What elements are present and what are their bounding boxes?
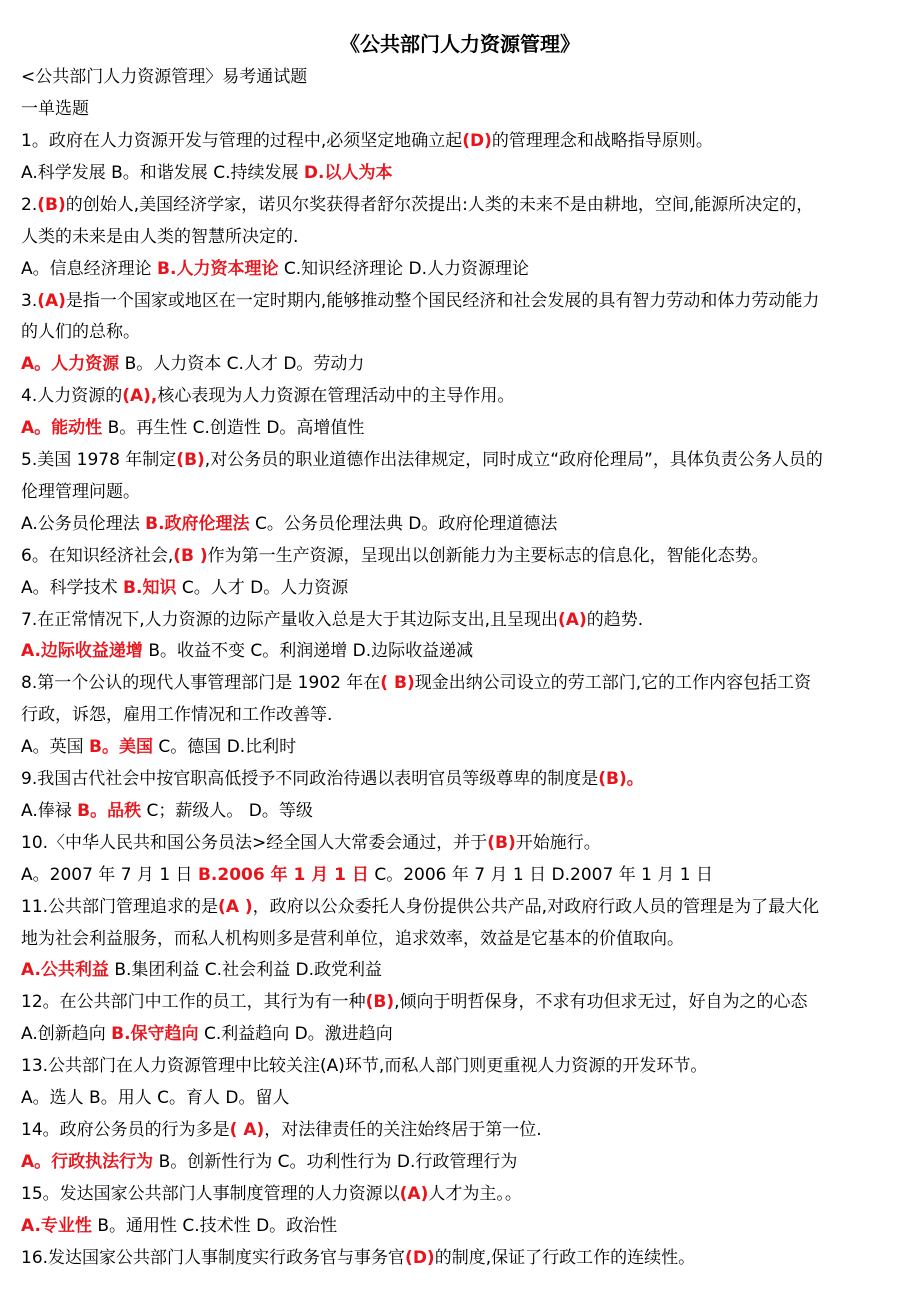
question-text: C。公务员伦理法典 D。政府伦理道德法: [249, 513, 558, 534]
question-text: 的管理理念和战略指导原则。: [491, 131, 713, 151]
question-text: C。2006 年 7 月 1 日 D.2007 年 1 月 1 日: [368, 864, 713, 885]
question-line: [21, 352, 901, 376]
question-line-text: [21, 544, 769, 568]
question-line: [21, 799, 901, 823]
question-text: 6。在知识经济社会,: [21, 545, 174, 566]
question-text: 地为社会利益服务，而私人机构则多是营利单位，追求效率，效益是它基本的价值取向。: [21, 928, 684, 949]
question-text: ，政府以公众委托人身份提供公共产品,对政府行政人员的管理是为了最大化: [252, 896, 820, 917]
question-text: 10.〈中华人民共和国公务员法>经全国人大常委会通过，并于: [21, 832, 488, 853]
question-line-text: [21, 129, 713, 153]
question-line: [21, 320, 901, 344]
answer-highlight: B.2006 年 1 月 1 日: [197, 864, 369, 885]
question-line-text: [21, 958, 382, 982]
answer-highlight: (B)。: [598, 769, 644, 789]
question-line: [21, 671, 901, 695]
answer-highlight: (A ): [218, 896, 253, 917]
answer-highlight: (D): [462, 131, 492, 151]
question-text: B。通用性 C.技术性 D。政治性: [91, 1215, 338, 1236]
question-text: 的创始人,美国经济学家，诺贝尔奖获得者舒尔茨提出:人类的未来不是由耕地，空间,能源所决定的，: [65, 194, 814, 215]
answer-highlight: (A): [558, 609, 587, 630]
question-text: 1。政府在人力资源开发与管理的过程中,必须坚定地确立起: [21, 131, 463, 151]
question-line-text: [21, 257, 529, 281]
answer-highlight: B。品秩: [77, 800, 142, 821]
question-line: [21, 863, 901, 887]
question-line: [21, 1086, 901, 1110]
question-text: 8.第一个公认的现代人事管理部门是 1902 年在: [21, 673, 381, 694]
question-line: [21, 544, 901, 568]
question-line-text: [21, 990, 808, 1014]
answer-highlight: A。行政执法行为: [21, 1151, 154, 1172]
answer-highlight: B。美国: [89, 737, 154, 758]
question-line-text: [21, 831, 601, 855]
question-line: [21, 225, 901, 249]
answer-highlight: (A): [399, 1183, 429, 1204]
question-line-text: [21, 576, 348, 600]
question-text: B。再生性 C.创造性 D。高增值性: [102, 418, 365, 439]
question-text: A.俸禄: [21, 800, 78, 821]
question-line: [21, 576, 901, 600]
question-text: 核心表现为人力资源在管理活动中的主导作用。: [157, 386, 515, 407]
answer-highlight: A.专业性: [21, 1215, 92, 1236]
question-text: 的人们的总称。: [21, 322, 140, 343]
question-line: [21, 289, 901, 313]
question-line: [21, 161, 901, 185]
question-text: B。收益不变 C。利润递增 D.边际收益递减: [142, 641, 474, 662]
answer-highlight: B.保守趋向: [111, 1024, 199, 1045]
question-line-text: [21, 448, 823, 472]
question-line: [21, 448, 901, 472]
question-line: [21, 1118, 901, 1142]
answer-highlight: (B): [176, 450, 205, 470]
question-line-text: [21, 384, 514, 408]
question-text: 行政，诉怨，雇用工作情况和工作改善等.: [21, 705, 333, 726]
question-line-text: [21, 1214, 337, 1238]
answer-highlight: A。人力资源: [21, 354, 120, 375]
question-line-text: [21, 480, 140, 504]
question-text: A。选人 B。用人 C。育人 D。留人: [21, 1088, 290, 1108]
question-line-text: [21, 1246, 695, 1270]
question-line-text: [21, 608, 643, 632]
answer-highlight: (A): [37, 290, 66, 311]
question-text: A.公务员伦理法: [21, 513, 146, 534]
question-line-text: [21, 289, 819, 313]
question-text: 9.我国古代社会中按官职高低授予不同政治待遇以表明官员等级尊卑的制度是: [21, 769, 599, 789]
answer-highlight: (B): [365, 992, 395, 1013]
question-line: [21, 512, 901, 536]
answer-highlight: B.人力资本理论: [157, 258, 279, 279]
question-text: A.创新趋向: [21, 1024, 112, 1045]
question-text: 开始施行。: [515, 832, 601, 853]
question-line: [21, 735, 901, 759]
question-line: [21, 1150, 901, 1174]
answer-highlight: A.边际收益递增: [21, 641, 143, 662]
question-text: 15。发达国家公共部门人事制度管理的人力资源以: [21, 1183, 400, 1204]
question-line-text: [21, 512, 557, 536]
answer-highlight: ( A): [229, 1119, 265, 1140]
question-line-text: [21, 735, 296, 759]
question-line-text: [21, 352, 364, 376]
question-line-text: [21, 193, 813, 217]
question-text: 的制度,保证了行政工作的连续性。: [434, 1247, 696, 1268]
question-text: A。科学技术: [21, 577, 124, 598]
question-text: 现金出纳公司设立的劳工部门,它的工作内容包括工资: [414, 673, 812, 694]
question-text: A。英国: [21, 737, 90, 758]
question-text: 3.: [21, 290, 38, 311]
question-text: B。人力资本 C.人才 D。劳动力: [119, 354, 365, 375]
question-text: 作为第一生产资源，呈现出以创新能力为主要标志的信息化，智能化态势。: [207, 545, 769, 566]
answer-highlight: B.知识: [123, 577, 177, 598]
question-text: ,对公务员的职业道德作出法律规定，同时成立“政府伦理局”，具体负责公务人员的: [204, 450, 823, 470]
section-heading: 一单选题: [21, 99, 89, 119]
question-text: 伦理管理问题。: [21, 481, 140, 502]
question-text: 16.发达国家公共部门人事制度实行政务官与事务官: [21, 1247, 406, 1268]
question-line-text: [21, 1118, 542, 1142]
question-line: [21, 927, 901, 951]
question-line: [21, 1054, 901, 1078]
question-text: C。人才 D。人力资源: [176, 577, 349, 598]
question-text: 人类的未来是由人类的智慧所决定的.: [21, 226, 299, 247]
question-line-text: [21, 703, 332, 727]
question-line: [21, 1022, 901, 1046]
question-line-text: [21, 416, 364, 440]
answer-highlight: (B): [487, 832, 516, 853]
question-line: [21, 703, 901, 727]
exam-subtitle: <公共部门人力资源管理〉易考通试题: [21, 67, 308, 87]
question-line: [21, 608, 901, 632]
question-line-text: [21, 671, 811, 695]
question-text: 4.人力资源的: [21, 386, 123, 407]
question-text: B.集团利益 C.社会利益 D.政党利益: [108, 960, 382, 981]
answer-highlight: B.政府伦理法: [145, 513, 250, 534]
question-text: ,倾向于明哲保身，不求有功但求无过，好自为之的心态: [394, 992, 808, 1013]
question-text: 14。政府公务员的行为多是: [21, 1119, 230, 1140]
question-line-text: [21, 799, 313, 823]
question-line-text: [21, 639, 473, 663]
question-line-text: [21, 1086, 289, 1110]
question-text: C。德国 D.比利时: [153, 737, 297, 758]
question-line-text: [21, 927, 684, 951]
question-text: B。创新性行为 C。功利性行为 D.行政管理行为: [153, 1151, 518, 1172]
answer-highlight: A。能动性: [21, 418, 103, 439]
question-line: [21, 958, 901, 982]
question-text: 的趋势.: [586, 609, 644, 630]
question-text: C.知识经济理论 D.人力资源理论: [278, 258, 530, 279]
question-line-text: [21, 1150, 517, 1174]
question-line: [21, 990, 901, 1014]
question-line-text: [21, 767, 644, 791]
question-line-text: [21, 895, 819, 919]
answer-highlight: (A),: [122, 386, 158, 407]
answer-highlight: D.以人为本: [303, 162, 393, 183]
question-line: [21, 831, 901, 855]
question-text: 是指一个国家或地区在一定时期内,能够推动整个国民经济和社会发展的具有智力劳动和体力劳动能力: [65, 290, 820, 311]
question-line-text: [21, 225, 298, 249]
answer-highlight: (D): [405, 1247, 435, 1268]
question-text: 12。在公共部门中工作的员工，其行为有一种: [21, 992, 366, 1013]
question-line: [21, 639, 901, 663]
document-title: 《公共部门人力资源管理》: [340, 32, 580, 56]
question-text: 13.公共部门在人力资源管理中比较关注(A)环节,而私人部门则更重视人力资源的开发环节。: [21, 1056, 708, 1077]
question-line-text: [21, 161, 392, 185]
question-line: [21, 257, 901, 281]
question-text: 人才为主。。: [428, 1183, 522, 1204]
question-text: C；薪级人。 D。等级: [141, 800, 313, 821]
question-text: C.利益趋向 D。激进趋向: [198, 1024, 393, 1045]
question-line: [21, 129, 901, 153]
question-line: [21, 480, 901, 504]
question-text: A。2007 年 7 月 1 日: [21, 864, 198, 885]
question-line: [21, 1246, 901, 1270]
question-text: 7.在正常情况下,人力资源的边际产量收入总是大于其边际支出,且呈现出: [21, 609, 559, 630]
question-line: [21, 895, 901, 919]
answer-highlight: A.公共利益: [21, 960, 109, 981]
question-line: [21, 384, 901, 408]
question-text: A。信息经济理论: [21, 258, 158, 279]
answer-highlight: (B): [37, 194, 66, 215]
answer-highlight: ( B): [380, 673, 415, 694]
question-line: [21, 193, 901, 217]
question-text: A.科学发展 B。和谐发展 C.持续发展: [21, 162, 304, 183]
question-line-text: [21, 863, 713, 887]
question-line: [21, 1182, 901, 1206]
question-line: [21, 1214, 901, 1238]
question-line: [21, 767, 901, 791]
answer-highlight: (B ): [173, 545, 208, 566]
question-text: ，对法律责任的关注始终居于第一位.: [264, 1119, 542, 1140]
question-line-text: [21, 1054, 707, 1078]
question-line: [21, 416, 901, 440]
question-text: 2.: [21, 194, 38, 215]
question-text: 5.美国 1978 年制定: [21, 450, 177, 470]
question-text: 11.公共部门管理追求的是: [21, 896, 219, 917]
question-line-text: [21, 320, 140, 344]
question-line-text: [21, 1022, 393, 1046]
question-line-text: [21, 1182, 522, 1206]
